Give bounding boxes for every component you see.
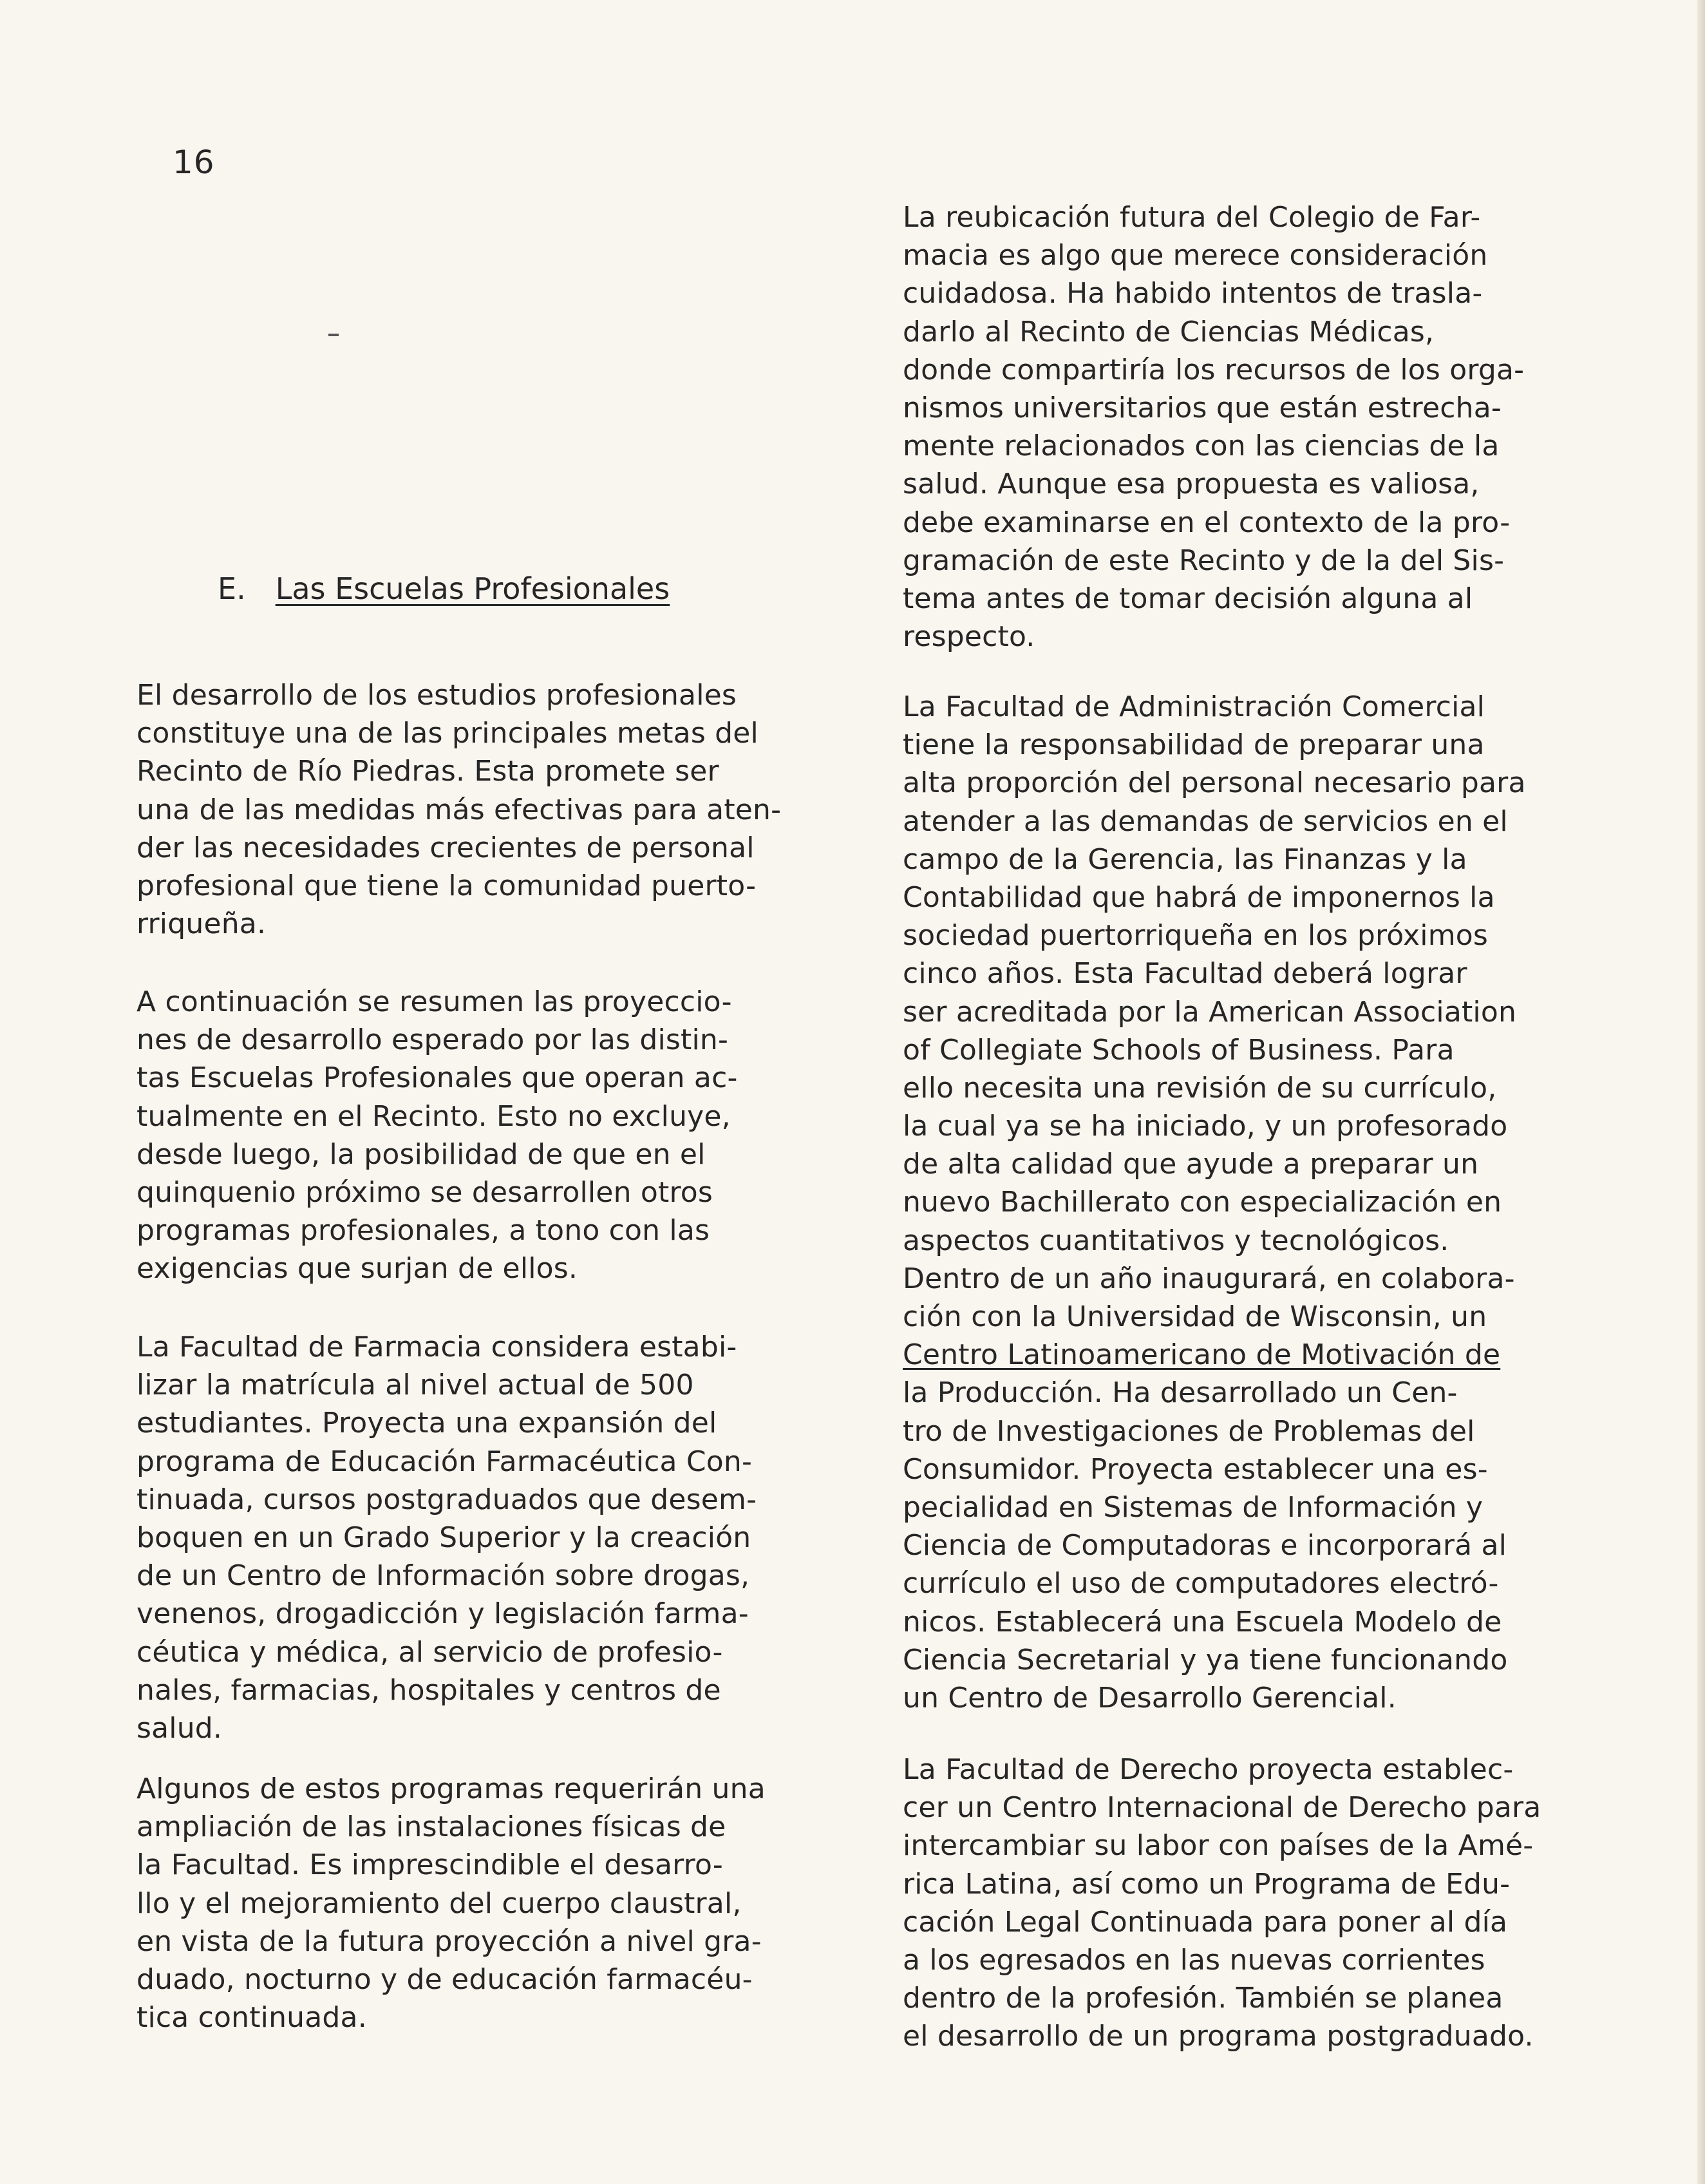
text-line: intercambiar su labor con países de la Amé- <box>903 1829 1534 1863</box>
text-line: La Facultad de Farmacia considera estabi- <box>137 1331 737 1363</box>
text-line: la Producción. Ha desarrollado un Cen- <box>903 1376 1458 1410</box>
text-line: la cual ya se ha iniciado, y un profesorado <box>903 1110 1508 1143</box>
text-line: La Facultad de Administración Comercial <box>903 690 1485 723</box>
text-line: La reubicación futura del Colegio de Far- <box>903 201 1481 234</box>
text-line: tiene la responsabilidad de preparar una <box>903 728 1485 762</box>
text-line: una de las medidas más efectivas para aten- <box>137 793 782 826</box>
text-line: macia es algo que merece consideración <box>903 239 1488 272</box>
text-line: de alta calidad que ayude a preparar un <box>903 1148 1479 1181</box>
text-line: rriqueña. <box>137 907 267 941</box>
text-line: cuidadosa. Ha habido intentos de trasla- <box>903 277 1483 310</box>
text-line: desde luego, la posibilidad de que en el <box>137 1137 706 1171</box>
text-line: programa de Educación Farmacéutica Con- <box>137 1445 753 1478</box>
paragraph-right-3 <box>903 1751 1585 2056</box>
text-line: tas Escuelas Profesionales que operan ac- <box>137 1061 738 1095</box>
text-line: boquen en un Grado Superior y la creación <box>137 1521 751 1554</box>
page-number: 16 <box>173 144 215 181</box>
text-line: llo y el mejoramiento del cuerpo claustral, <box>137 1886 742 1920</box>
text-line: der las necesidades crecientes de personal <box>137 831 755 864</box>
text-line: rica Latina, así como un Programa de Edu- <box>903 1867 1511 1901</box>
text-line: pecialidad en Sistemas de Información y <box>903 1490 1484 1524</box>
text-line: céutica y médica, al servicio de profesio- <box>137 1635 723 1669</box>
text-line: A continuación se resumen las proyeccio- <box>137 985 732 1018</box>
text-line: Consumidor. Proyecta establecer una es- <box>903 1452 1488 1486</box>
text-line: el desarrollo de un programa postgraduado. <box>903 2020 1534 2053</box>
text-line: ello necesita una revisión de su currículo, <box>903 1071 1497 1105</box>
paragraph-left-4 <box>137 1770 819 2037</box>
text-line: de un Centro de Información sobre drogas, <box>137 1559 750 1593</box>
underlined-text-line: Centro Latinoamericano de Motivación de <box>903 1338 1501 1372</box>
paragraph-right-2 <box>903 688 1585 1717</box>
paragraph-left-2 <box>137 983 819 1288</box>
section-title: Las Escuelas Profesionales <box>275 571 670 606</box>
text-line: estudiantes. Proyecta una expansión del <box>137 1407 717 1440</box>
paragraph-left-1 <box>137 676 819 943</box>
text-line: exigencias que surjan de ellos. <box>137 1252 578 1286</box>
text-line: campo de la Gerencia, las Finanzas y la <box>903 842 1467 876</box>
text-line: Dentro de un año inaugurará, en colabora- <box>903 1262 1515 1295</box>
text-line: constituye una de las principales metas del <box>137 717 758 750</box>
text-line: a los egresados en las nuevas corrientes <box>903 1943 1485 1977</box>
section-heading <box>218 569 670 608</box>
text-line: Recinto de Río Piedras. Esta promete ser <box>137 755 719 788</box>
text-line: mente relacionados con las ciencias de la <box>903 430 1500 463</box>
text-line: quinquenio próximo se desarrollen otros <box>137 1175 713 1209</box>
text-line: nuevo Bachillerato con especialización en <box>903 1186 1502 1219</box>
section-letter: E. <box>218 571 246 606</box>
paragraph-left-3 <box>137 1328 819 1747</box>
text-line: La Facultad de Derecho proyecta establec- <box>903 1753 1514 1786</box>
text-line: Ciencia Secretarial y ya tiene funcionando <box>903 1643 1508 1676</box>
text-line: darlo al Recinto de Ciencias Médicas, <box>903 315 1435 348</box>
text-line: duado, nocturno y de educación farmacéu- <box>137 1962 753 1996</box>
text-line: gramación de este Recinto y de la del Sis- <box>903 544 1505 577</box>
text-line: Ciencia de Computadoras e incorporará al <box>903 1529 1507 1562</box>
paragraph-right-1 <box>903 198 1585 656</box>
text-line: cinco años. Esta Facultad deberá lograr <box>903 957 1467 991</box>
text-line: tema antes de tomar decisión alguna al <box>903 582 1473 615</box>
text-line: atender a las demandas de servicios en el <box>903 804 1508 838</box>
text-line: Algunos de estos programas requerirán una <box>137 1772 766 1805</box>
text-line: debe examinarse en el contexto de la pro- <box>903 506 1511 539</box>
text-line: ampliación de las instalaciones físicas de <box>137 1810 726 1844</box>
text-line: tica continuada. <box>137 2001 367 2035</box>
text-line: profesional que tiene la comunidad puerto- <box>137 869 757 902</box>
text-line: cación Legal Continuada para poner al día <box>903 1905 1508 1939</box>
text-line: dentro de la profesión. También se planea <box>903 1982 1503 2015</box>
text-line: lizar la matrícula al nivel actual de 500 <box>137 1369 694 1402</box>
page-edge-shadow <box>1697 0 1705 2184</box>
text-line: Contabilidad que habrá de imponernos la <box>903 880 1495 914</box>
text-line: respecto. <box>903 620 1035 654</box>
text-line: la Facultad. Es imprescindible el desarro- <box>137 1848 723 1882</box>
text-line: sociedad puertorriqueña en los próximos <box>903 919 1489 953</box>
text-line: nes de desarrollo esperado por las distin- <box>137 1023 729 1057</box>
text-line: of Collegiate Schools of Business. Para <box>903 1033 1455 1067</box>
text-line: donde compartiría los recursos de los orga- <box>903 353 1525 386</box>
text-line: nismos universitarios que están estrecha- <box>903 391 1502 424</box>
text-line: salud. Aunque esa propuesta es valiosa, <box>903 468 1480 501</box>
text-line: El desarrollo de los estudios profesionales <box>137 679 737 712</box>
text-line: programas profesionales, a tono con las <box>137 1214 710 1248</box>
text-line: en vista de la futura proyección a nivel gra- <box>137 1924 762 1958</box>
stray-dash-mark <box>328 334 339 336</box>
text-line: un Centro de Desarrollo Gerencial. <box>903 1681 1397 1714</box>
text-line: currículo el uso de computadores electró- <box>903 1567 1499 1600</box>
text-line: tinuada, cursos postgraduados que desem- <box>137 1483 757 1516</box>
text-line: nales, farmacias, hospitales y centros de <box>137 1673 721 1707</box>
text-line: salud. <box>137 1711 223 1745</box>
text-line: tualmente en el Recinto. Esto no excluye, <box>137 1099 731 1133</box>
text-line: venenos, drogadicción y legislación farma- <box>137 1597 749 1631</box>
text-line: nicos. Establecerá una Escuela Modelo de <box>903 1605 1502 1638</box>
text-line: aspectos cuantitativos y tecnológicos. <box>903 1224 1449 1257</box>
text-line: alta proporción del personal necesario para <box>903 766 1526 800</box>
text-line: ción con la Universidad de Wisconsin, un <box>903 1300 1487 1333</box>
text-line: tro de Investigaciones de Problemas del <box>903 1414 1475 1448</box>
text-line: cer un Centro Internacional de Derecho para <box>903 1791 1541 1825</box>
text-line: ser acreditada por la American Association <box>903 995 1517 1029</box>
